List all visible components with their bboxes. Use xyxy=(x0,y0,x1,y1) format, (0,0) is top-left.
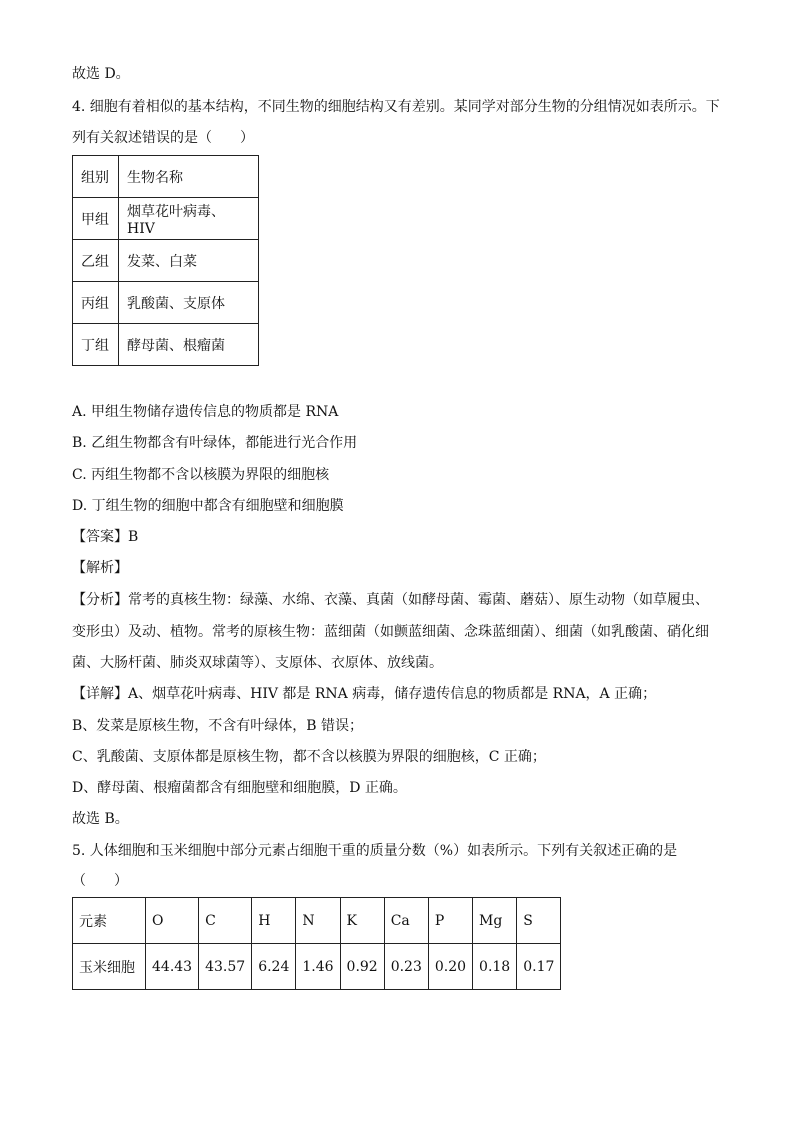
table-cell: O xyxy=(146,898,199,944)
table-header-row xyxy=(73,156,259,198)
table-cell: 玉米细胞 xyxy=(73,944,146,990)
element-table xyxy=(72,897,561,990)
table-cell: N xyxy=(296,898,340,944)
option-b: B. 乙组生物都含有叶绿体，都能进行光合作用 xyxy=(72,435,358,451)
detail-line2: B、发菜是原核生物，不含有叶绿体，B 错误； xyxy=(72,718,364,734)
detail-line3: C、乳酸菌、支原体都是原核生物，都不含以核膜为界限的细胞核，C 正确； xyxy=(72,749,546,765)
table-cell: Mg xyxy=(473,898,517,944)
analysis-label: 【解析】 xyxy=(72,560,128,576)
table-row xyxy=(73,198,259,240)
table-cell: 乙组 xyxy=(73,240,119,282)
table-row xyxy=(73,324,259,366)
table-cell: 酵母菌、根瘤菌 xyxy=(119,324,259,366)
table-cell: 组别 xyxy=(73,156,119,198)
option-d: D. 丁组生物的细胞中都含有细胞壁和细胞膜 xyxy=(72,498,344,514)
detail-line1 xyxy=(72,684,656,704)
option-a: A. 甲组生物储存遗传信息的物质都是 RNA xyxy=(72,404,339,420)
question-5-line2: （ ） xyxy=(72,873,128,889)
table-cell: 1.46 xyxy=(296,944,340,990)
detail-line4: D、酵母菌、根瘤菌都含有细胞壁和细胞膜，D 正确。 xyxy=(72,780,407,796)
option-c: C. 丙组生物都不含以核膜为界限的细胞核 xyxy=(72,467,330,483)
table-cell: 0.17 xyxy=(517,944,561,990)
fenxi-line1 xyxy=(72,590,709,610)
table-row xyxy=(73,240,259,282)
table-cell: S xyxy=(517,898,561,944)
table-cell: 丁组 xyxy=(73,324,119,366)
table-cell: 乳酸菌、支原体 xyxy=(119,282,259,324)
table-row xyxy=(73,282,259,324)
fenxi-line3: 菌、大肠杆菌、肺炎双球菌等）、支原体、衣原体、放线菌。 xyxy=(72,655,443,671)
group-table xyxy=(72,155,259,366)
table-cell: C xyxy=(199,898,252,944)
table-cell: 生物名称 xyxy=(119,156,259,198)
answer-value: B xyxy=(128,529,139,545)
table-cell: 0.23 xyxy=(384,944,428,990)
table-row xyxy=(73,944,561,990)
table-cell: K xyxy=(340,898,384,944)
text-line: 故选 D。 xyxy=(72,66,130,82)
table-cell: 6.24 xyxy=(252,944,296,990)
table-cell: 元素 xyxy=(73,898,146,944)
answer-line xyxy=(72,527,138,547)
table-cell: 丙组 xyxy=(73,282,119,324)
table-cell: 44.43 xyxy=(146,944,199,990)
table-cell: 发菜、白菜 xyxy=(119,240,259,282)
conclusion-line: 故选 B。 xyxy=(72,811,129,827)
table-cell: 甲组 xyxy=(73,198,119,240)
question-4-line2: 列有关叙述错误的是（ ） xyxy=(72,130,254,146)
detail-label: 【详解】 xyxy=(72,686,128,702)
table-cell: 43.57 xyxy=(199,944,252,990)
table-cell: 0.20 xyxy=(428,944,472,990)
fenxi-line2: 变形虫）及动、植物。常考的原核生物：蓝细菌（如颤蓝细菌、念珠蓝细菌）、细菌（如乳酸菌、硝化细 xyxy=(72,624,709,640)
table-header-row xyxy=(73,898,561,944)
fenxi-label: 【分析】 xyxy=(72,592,128,608)
answer-label: 【答案】 xyxy=(72,529,128,545)
table-cell: Ca xyxy=(384,898,428,944)
table-cell: H xyxy=(252,898,296,944)
table-cell: P xyxy=(428,898,472,944)
question-5-line1: 5. 人体细胞和玉米细胞中部分元素占细胞干重的质量分数（%）如表所示。下列有关叙述正确的是 xyxy=(72,843,678,859)
table-cell: 0.18 xyxy=(473,944,517,990)
table-cell: 0.92 xyxy=(340,944,384,990)
table-cell: 烟草花叶病毒、HIV xyxy=(119,198,259,240)
detail-text: A、烟草花叶病毒、HIV 都是 RNA 病毒，储存遗传信息的物质都是 RNA，A 正确； xyxy=(128,686,657,702)
fenxi-text: 常考的真核生物：绿藻、水绵、衣藻、真菌（如酵母菌、霉菌、蘑菇）、原生动物（如草履虫、 xyxy=(128,592,709,608)
question-4-line1: 4. 细胞有着相似的基本结构，不同生物的细胞结构又有差别。某同学对部分生物的分组情况如表所示。下 xyxy=(72,99,720,115)
